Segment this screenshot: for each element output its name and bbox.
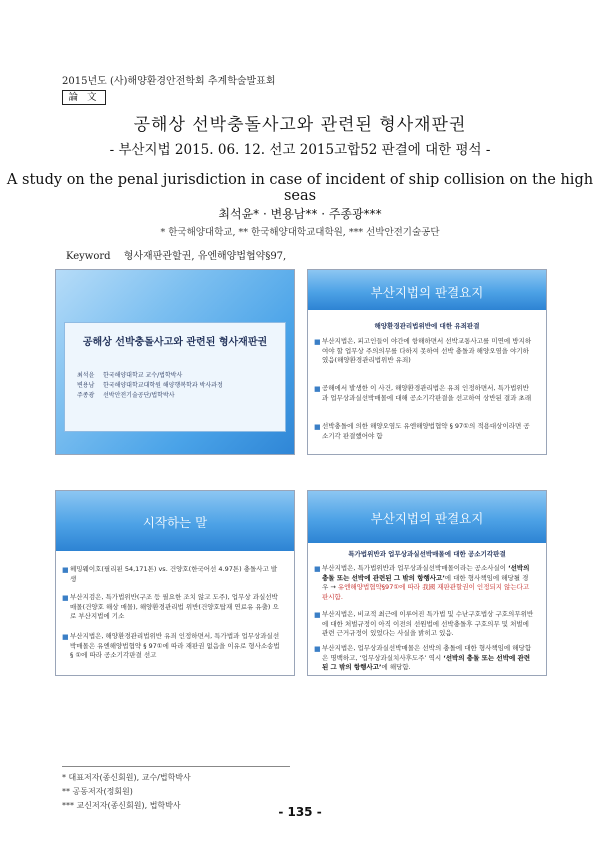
slide-heading: 시작하는 말	[142, 515, 208, 530]
footnote: * 대표저자(종신회원), 교수/법학박사	[62, 773, 191, 782]
footnote: *** 교신저자(종신회원), 법학박사	[62, 801, 181, 810]
conference-header: 2015년도 (사)해양환경안전학회 추계학술발표회	[62, 76, 276, 87]
slide-judgment-summary-2	[307, 490, 547, 676]
slide-main-title: 공해상 선박충돌사고와 관련된 형사재판권	[82, 337, 268, 348]
presenter-row: 최석윤 한국해양대학교 교수/법학박사	[77, 372, 183, 379]
slide-introduction	[55, 490, 295, 676]
slide-subheading: 해양환경관리법위반에 대한 유죄판결	[374, 322, 480, 330]
authors: 최석윤* · 변용남** · 주종광***	[218, 207, 382, 221]
paper-type-tag: 論 文	[62, 90, 106, 105]
bullet-item: ■ 선박충돌에 의한 해양오염도 유엔해양법협약 § 97①의 적용대상이라면 공소기각 판결했어야 함	[314, 422, 530, 440]
slide-subheading: 특가법위반과 업무상과실선박매몰에 대한 공소기각판결	[348, 550, 506, 558]
bullet-item: ■ 부산지법은, 업무상과실선박매몰은 선박의 충돌에 대한 형사책임에 해당함은 명백하고, ‘업무상과실치사후도주’ 역시 ‘선박의 충돌 또는 선박에 관련된 그 밖의 항행사고’에 해당함.	[314, 644, 532, 671]
paper-title: 공해상 선박충돌사고와 관련된 형사재판권	[133, 115, 467, 135]
paper-subtitle: - 부산지법 2015. 06. 12. 선고 2015고합52 판결에 대한 평석 -	[109, 142, 491, 158]
presenter-list	[77, 371, 223, 401]
slide-heading: 부산지법의 판결요지	[370, 511, 484, 526]
bullet-item: ■ 헤밍웨이호(필리핀 54,171톤) vs. 건양호(한국어선 4.97톤) 충돌사고 발생	[62, 565, 278, 583]
keyword-values: 형사재판관할권, 유엔해양법협약§97,	[123, 251, 287, 262]
footnote-divider	[62, 766, 290, 767]
keyword-label: Keyword	[66, 251, 111, 262]
affiliations: * 한국해양대학교, ** 한국해양대학교대학원, *** 선박안전기술공단	[160, 227, 440, 238]
page-number: - 135 -	[278, 805, 322, 819]
english-title: A study on the penal jurisdiction in case of incident of ship collision on the high seas	[6, 172, 594, 204]
bullet-item: ■ 공해에서 발생한 이 사건, 해양환경관리법은 유죄 인정하면서, 특가법위반과 업무상과실선박매몰에 대해 공소기각판결을 선고하여 상반된 결과 초래	[314, 384, 532, 402]
bullet-item: ■ 부산지법은, 특가법위반과 업무상과실선박매몰이라는 공소사실이 ‘선박의 충돌 또는 선박에 관련된 그 밖의 항행사고’에 대한 형사책임에 해당될 경우 → 유엔해양법협약§97①에 따라 我國 재판관할권이 인정되지 않는다고 판시함.	[314, 564, 530, 601]
presenter-row: 주종광 선박안전기술공단/법학박사	[77, 392, 175, 399]
slide-heading: 부산지법의 판결요지	[370, 285, 484, 300]
slide-title	[55, 269, 295, 455]
keywords-line	[66, 247, 286, 262]
bullet-item: ■ 부산지검은, 특가법위반(구조 등 필요한 조치 않고 도주), 업무상 과실선박매몰(건양호 해상 매몰), 해양환경관리법 위반(건양호탑재 연료유 유출) 으로 부산지법에 기소	[62, 593, 279, 620]
presenter-row: 변용남 한국해양대학교대학원 해양행복학과 박사과정	[77, 382, 223, 389]
bullet-item: ■ 부산지법은, 피고인들이 야간에 항해하면서 선박교통사고를 미연에 방지하여야 할 업무상 주의의무를 다하지 못하여 선박 충돌과 해양오염을 야기하였음(해양환경관리법위반 유죄)	[314, 337, 532, 364]
bullet-item: ■ 부산지법은, 해양환경관리법위반 유죄 인정하면서, 특가법과 업무상과실선박매몰은 유엔해양법협약 § 97①에 따라 재판권 없음을 이유로 형사소송법 § ①에 따라 공소기각판결 선고	[62, 632, 280, 659]
title-box	[64, 322, 286, 432]
slide-judgment-summary-1	[307, 269, 547, 455]
bullet-item: ■ 부산지법은, 비교적 최근에 이루어진 특가법 및 수난구호법상 구호의무위반에 대한 처벌규정이 아직 이전의 선원법에 선박충돌후 구호의무 및 처벌에 관련 근거규정이 있었다는 사실을 밝히고 있음.	[314, 610, 534, 637]
footnote: ** 공동저자(정회원)	[62, 787, 133, 796]
